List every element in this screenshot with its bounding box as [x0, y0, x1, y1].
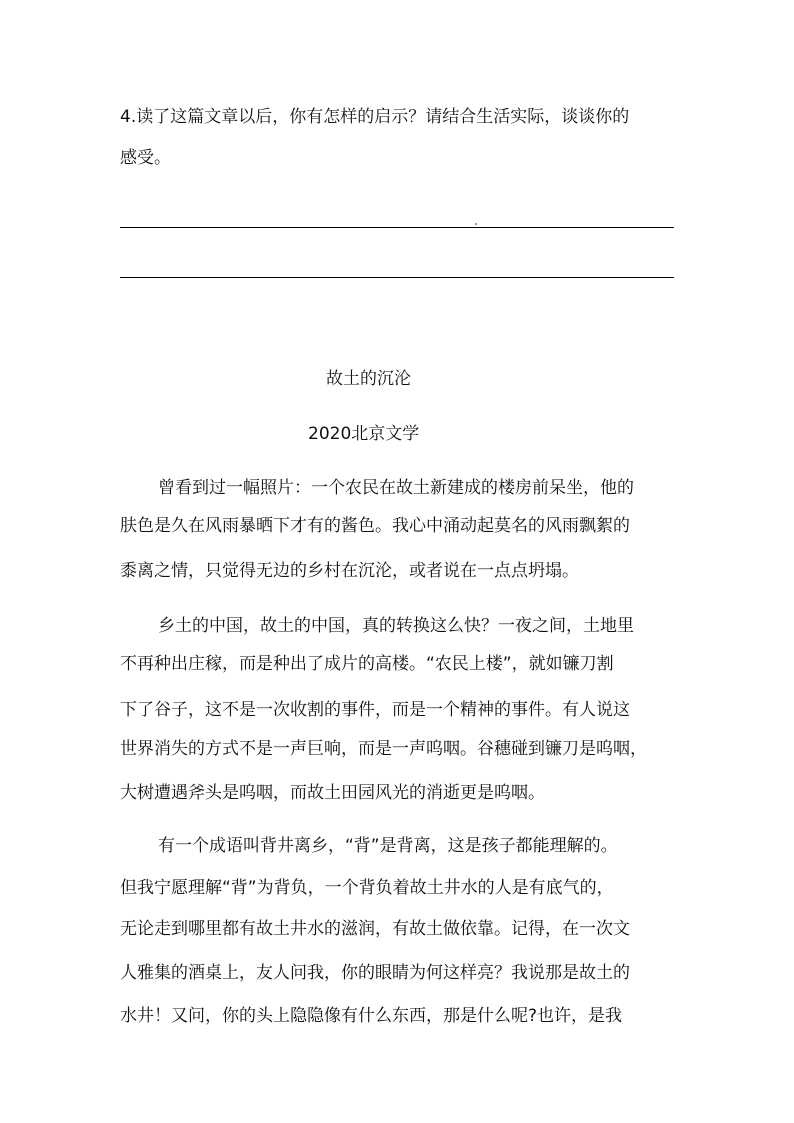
question-line-1: 4.读了这篇文章以后，你有怎样的启示？请结合生活实际，谈谈你的	[120, 107, 630, 127]
paragraph-3-line-4: 人雅集的酒桌上，友人问我，你的眼睛为何这样亮？我说那是故土的	[120, 963, 630, 983]
article-title: 故土的沉沦	[326, 369, 411, 389]
stray-mark	[475, 223, 477, 225]
paragraph-2-line-2: 不再种出庄稼，而是种出了成片的高楼。“农民上楼”，就如镰刀割	[120, 654, 614, 674]
paragraph-1-line-2: 肤色是久在风雨暴晒下才有的酱色。我心中涌动起莫名的风雨飘絮的	[120, 516, 630, 536]
answer-line-2	[120, 277, 674, 278]
article-source: 2020北京文学	[308, 424, 420, 444]
paragraph-1-line-3: 黍离之情，只觉得无边的乡村在沉沦，或者说在一点点坍塌。	[120, 561, 579, 581]
paragraph-2-line-4: 世界消失的方式不是一声巨响，而是一声呜咽。谷穗碰到镰刀是呜咽，	[120, 739, 647, 759]
paragraph-3-line-3: 无论走到哪里都有故土井水的滋润，有故土做依靠。记得，在一次文	[120, 919, 630, 939]
question-line-2: 感受。	[120, 148, 171, 168]
paragraph-2-line-1: 乡土的中国，故土的中国，真的转换这么快？一夜之间，土地里	[158, 616, 634, 636]
paragraph-3-line-2: 但我宁愿理解“背”为背负，一个背负着故土井水的人是有底气的，	[120, 878, 614, 898]
paragraph-2-line-3: 下了谷子，这不是一次收割的事件，而是一个精神的事件。有人说这	[120, 700, 630, 720]
answer-line-1	[120, 227, 674, 228]
paragraph-1-line-1: 曾看到过一幅照片：一个农民在故土新建成的楼房前呆坐，他的	[158, 478, 634, 498]
paragraph-3-line-1: 有一个成语叫背井离乡，“背”是背离，这是孩子都能理解的。	[158, 836, 618, 856]
paragraph-2-line-5: 大树遭遇斧头是呜咽，而故土田园风光的消逝更是呜咽。	[120, 783, 545, 803]
paragraph-3-line-5: 水井！又问，你的头上隐隐像有什么东西，那是什么呢?也许，是我	[120, 1006, 623, 1026]
